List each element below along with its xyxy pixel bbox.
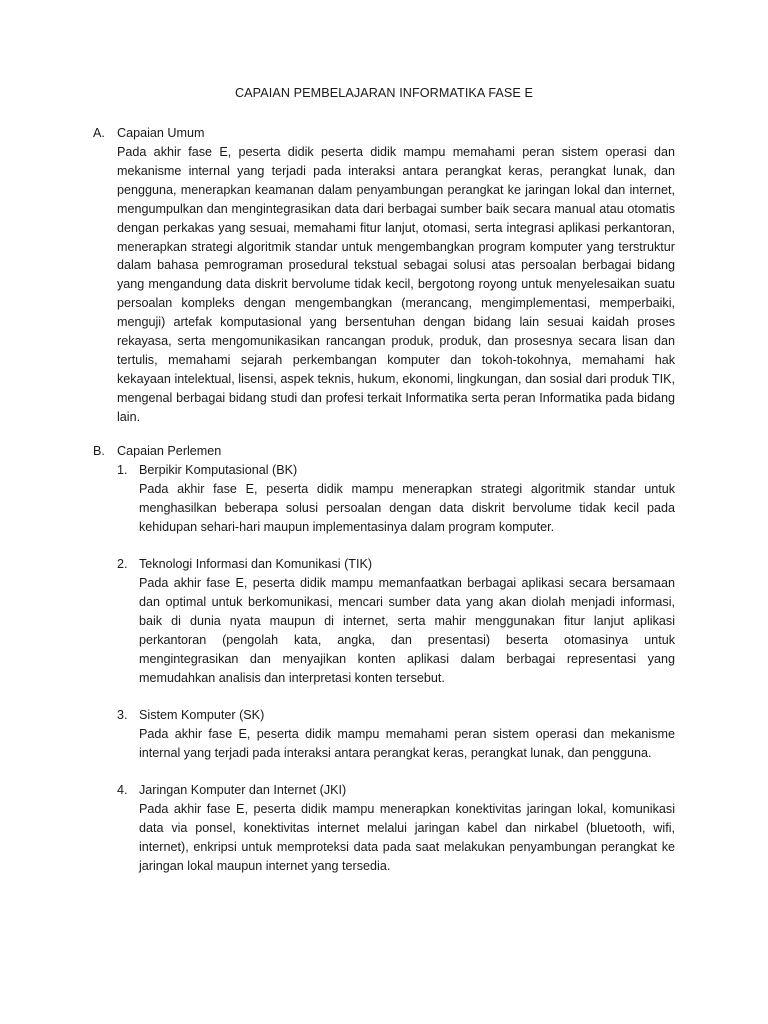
- list-item-tik: [117, 555, 675, 687]
- list-item-label: Teknologi Informasi dan Komunikasi (TIK): [139, 557, 373, 572]
- section-letter: A.: [93, 126, 105, 140]
- list-item-paragraph: Pada akhir fase E, peserta didik mampu memahami peran sistem operasi dan mekanisme internal yang terjadi pada interaksi antara perangkat keras, perangkat lunak, dan pengguna.: [139, 727, 675, 761]
- section-label: Capaian Umum: [117, 126, 205, 140]
- list-item-label: Sistem Komputer (SK): [139, 708, 265, 723]
- list-item-berpikir-komputasional: [117, 461, 675, 537]
- section-capaian-perlemen: [93, 442, 675, 876]
- section-heading: [93, 442, 675, 461]
- list-item-heading: [117, 706, 675, 725]
- section-paragraph: Pada akhir fase E, peserta didik peserta didik mampu memahami peran sistem operasi dan mekanisme internal yang terjadi pada interaksi antara perangkat keras, perangkat lunak, dan pengguna, menerapkan keamanan dalam penyambungan perangkat ke jaringan lokal dan internet, mengumpulkan dan mengintegrasikan data dari berbagai sumber baik secara manual atau otomatis dengan perkakas yang sesuai, memahami fitur lanjut, otomasi, serta integrasi aplikasi perkantoran, menerapkan strategi algoritmik standar untuk mengembangkan program komputer yang terstruktur dalam bahasa pemrograman prosedural tekstual sebagai solusi atas persoalan berbagai bidang yang mengandung data diskrit bervolume tidak kecil, bergotong royong untuk menyelesaikan suatu persoalan kompleks dengan mengembangkan (merancang, mengimplementasi, memperbaiki, menguji) artefak komputasional yang bersentuhan dengan bidang lain sesuai kaidah proses rekayasa, serta mengomunikasikan rancangan produk, produk, dan prosesnya secara lisan dan tertulis, memahami sejarah perkembangan komputer dan tokoh-tokohnya, memahami hak kekayaan intelektual, lisensi, aspek teknis, hukum, ekonomi, lingkungan, dan sosial dari produk TIK, mengenal berbagai bidang studi dan profesi terkait Informatika serta peran Informatika pada bidang lain.: [117, 145, 675, 424]
- list-item-number: 3.: [117, 708, 128, 723]
- list-item-heading: [117, 555, 675, 574]
- list-item-heading: [117, 461, 675, 480]
- list-item-paragraph: Pada akhir fase E, peserta didik mampu memanfaatkan berbagai aplikasi secara bersamaan dan optimal untuk berkomunikasi, mencari sumber data yang akan diolah menjadi informasi, baik di dunia nyata maupun di internet, serta mahir menggunakan fitur lanjut aplikasi perkantoran (pengolah kata, angka, dan presentasi) beserta otomasinya untuk mengintegrasikan dan menyajikan konten aplikasi dalam berbagai representasi yang memudahkan analisis dan interpretasi konten tersebut.: [139, 576, 675, 685]
- list-item-number: 4.: [117, 783, 128, 798]
- list-item-label: Jaringan Komputer dan Internet (JKI): [139, 783, 347, 798]
- list-item-paragraph: Pada akhir fase E, peserta didik mampu menerapkan konektivitas jaringan lokal, komunikasi data via ponsel, konektivitas internet melalui jaringan kabel dan nirkabel (bluetooth, wifi, internet), enkripsi untuk memproteksi data pada saat melakukan penyambungan perangkat ke jaringan lokal maupun internet yang tersedia.: [139, 802, 675, 874]
- list-item-heading: [117, 781, 675, 800]
- list-item-jaringan-komputer: [117, 781, 675, 876]
- document-title: CAPAIAN PEMBELAJARAN INFORMATIKA FASE E: [234, 86, 534, 100]
- section-letter: B.: [93, 444, 105, 458]
- list-item-number: 1.: [117, 463, 128, 477]
- list-item-paragraph: Pada akhir fase E, peserta didik mampu menerapkan strategi algoritmik standar untuk menghasilkan beberapa solusi persoalan dengan data diskrit bervolume tidak kecil pada kehidupan sehari-hari maupun implementasinya dalam program komputer.: [139, 482, 675, 534]
- section-heading: [93, 124, 675, 143]
- list-item-sistem-komputer: [117, 706, 675, 763]
- section-label: Capaian Perlemen: [117, 444, 222, 458]
- list-item-number: 2.: [117, 557, 128, 572]
- section-capaian-umum: [93, 124, 675, 427]
- list-item-label: Berpikir Komputasional (BK): [139, 463, 298, 477]
